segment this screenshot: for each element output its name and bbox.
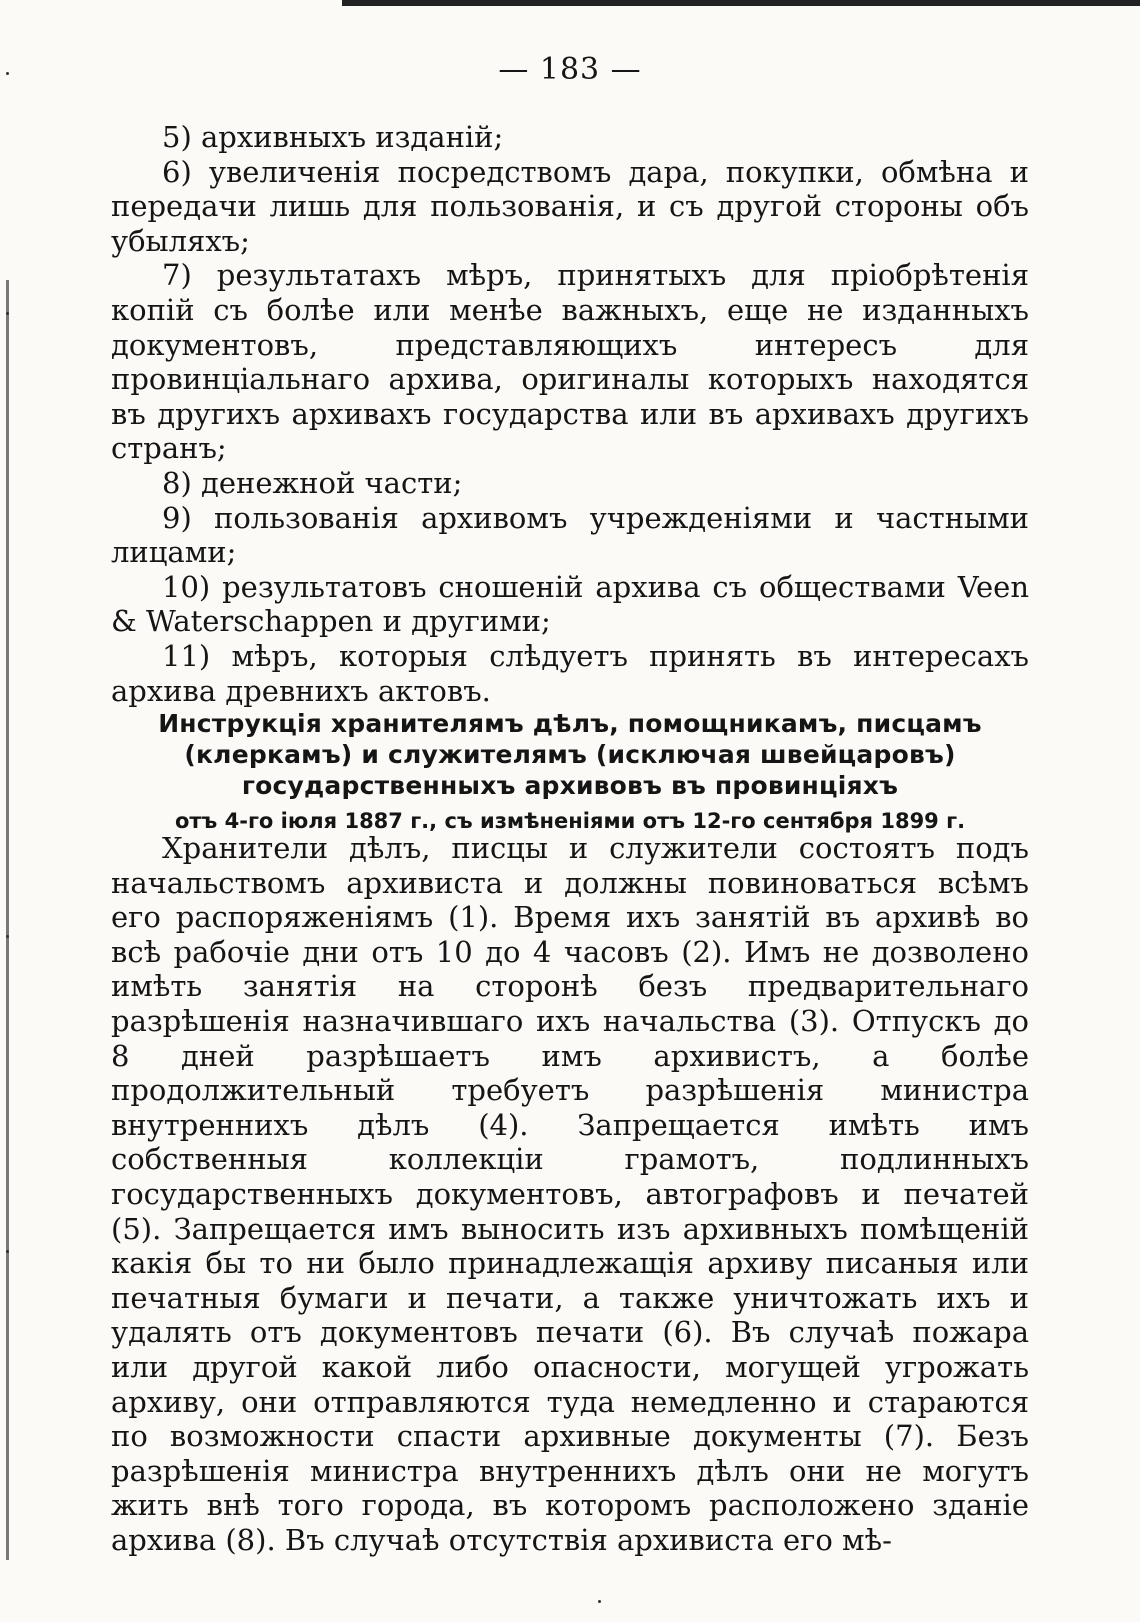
bottom-dot xyxy=(598,1600,601,1603)
list-item-6: 6) увеличенія посредствомъ дара, покупки, обмѣна и передачи лишь для пользованія, и съ другой стороны объ убыляхъ; xyxy=(111,154,1029,258)
list-item-7: 7) результатахъ мѣръ, принятыхъ для пріобрѣтенія копій съ болѣе или менѣе важныхъ, еще не изданныхъ документовъ, представляющихъ интересъ для провинціальнаго архива, оригиналы которыхъ находятся въ другихъ архивахъ государства или въ архивахъ другихъ странъ; xyxy=(111,258,1029,466)
top-border-line xyxy=(0,0,1140,6)
list-item-11: 11) мѣръ, которыя слѣдуетъ принять въ интересахъ архива древнихъ актовъ. xyxy=(111,638,1029,708)
list-item-9: 9) пользованія архивомъ учрежденіями и частными лицами; xyxy=(111,500,1029,570)
list-item-8: 8) денежной части; xyxy=(162,465,463,500)
body-paragraph: Хранители дѣлъ, писцы и служители состоятъ подъ начальствомъ архивиста и должны повиноваться всѣмъ его распоряженіямъ (1). Время ихъ занятій въ архивѣ во всѣ рабочіе дни отъ 10 до 4 часовъ (2). Имъ не дозволено имѣть занятія на сторонѣ безъ предварительнаго разрѣшенія назначившаго ихъ начальства (3). Отпускъ до 8 дней разрѣшаетъ имъ архивистъ, а болѣе продолжительный требуетъ разрѣшенія министра внутреннихъ дѣлъ (4). Запрещается имѣть имъ собственныя коллекціи грамотъ, подлинныхъ государственныхъ документовъ, автографовъ и печатей (5). Запрещается имъ выносить изъ архивныхъ помѣщеній какія бы то ни было принадлежащія архиву писаныя или печатныя бумаги и печати, а также уничтожать ихъ и удалять отъ документовъ печати (6). Въ случаѣ пожара или другой какой либо опасности, могущей угрожать архиву, они отправляются туда немедленно и стараются по возможности спасти архивные документы (7). Безъ разрѣшенія министра внутреннихъ дѣлъ они не могутъ жить внѣ того города, въ которомъ расположено зданіе архива (8). Въ случаѣ отсутствія архивиста его мѣ- xyxy=(111,831,1029,1557)
section-subheading: отъ 4-го іюля 1887 г., съ измѣненіями отъ 12-го сентября 1899 г. xyxy=(174,809,966,833)
margin-dot xyxy=(6,312,9,315)
list-item-5: 5) архивныхъ изданій; xyxy=(162,120,504,154)
margin-dot xyxy=(6,1250,9,1253)
left-margin-rule xyxy=(6,280,9,1560)
list-block xyxy=(111,120,1029,708)
body-block xyxy=(111,831,1029,1557)
list-item-10: 10) результатовъ сношеній архива съ обществами Veen & Waterschappen и другими; xyxy=(111,569,1029,639)
page-number: — 183 — xyxy=(498,52,642,87)
section-heading: Инструкція хранителямъ дѣлъ, помощникамъ, писцамъ (клеркамъ) и служителямъ (исключая швейцаровъ) государственныхъ архивовъ въ провинціяхъ xyxy=(158,709,982,800)
margin-dot xyxy=(6,935,9,938)
